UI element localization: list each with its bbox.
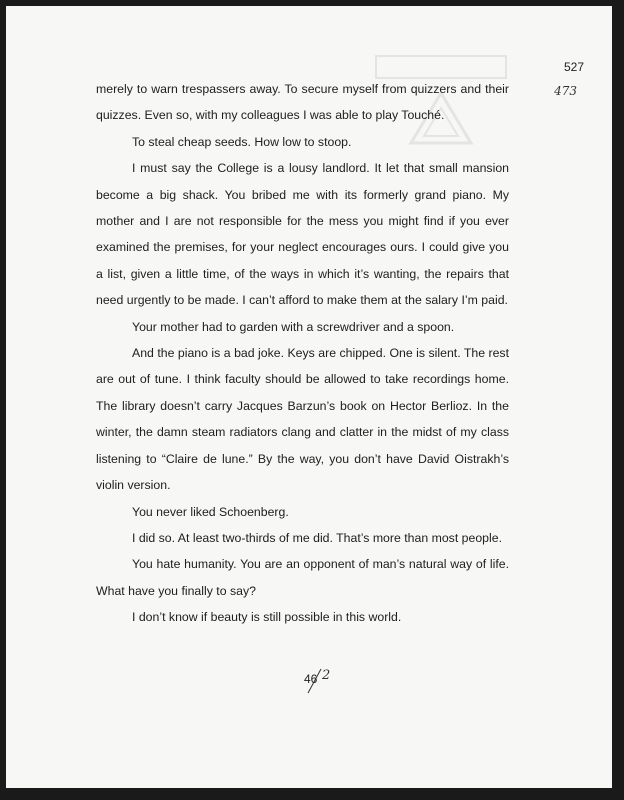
paragraph: You never liked Schoenberg. bbox=[132, 504, 289, 519]
page-number: 527 bbox=[563, 60, 584, 74]
paragraph: Your mother had to garden with a screwdriver and a spoon. bbox=[132, 319, 455, 334]
paragraph: And the piano is a bad joke. Keys are chipped. One is silent. The rest are out of tune. I think faculty should be allowed to take recordings home. The library doesn’t carry Jacques Barzun’s book on Hector Berlioz. In the winter, the damn steam radiators clang and clatter in the midst of my class listening to “Claire de lune.” By the way, you don’t have David Oistrakh’s violin version. bbox=[96, 346, 509, 493]
body-text bbox=[96, 76, 509, 631]
paragraph: You hate humanity. You are an opponent of man’s natural way of life. What have you finally to say? bbox=[96, 557, 509, 598]
footer-page-number bbox=[304, 668, 331, 686]
paragraph: merely to warn trespassers away. To secure myself from quizzers and their quizzes. Even so, with my colleagues I was able to play Touché. bbox=[96, 82, 509, 123]
paragraph: To steal cheap seeds. How low to stoop. bbox=[132, 134, 352, 149]
paragraph: I must say the College is a lousy landlord. It let that small mansion become a big shack. You bribed me with its formerly grand piano. My mother and I are not responsible for the mess you might find if you ever examined the premises, for your neglect encourages ours. I could give you a list, given a little time, of the ways in which it’s wanting, the repairs that need urgently to be made. I can’t afford to make them at the salary I’m paid. bbox=[96, 161, 509, 308]
paragraph: I don’t know if beauty is still possible in this world. bbox=[132, 610, 402, 625]
strike-through-mark bbox=[305, 668, 323, 694]
handwritten-page-number: 473 bbox=[554, 84, 577, 98]
footer-number: 46 bbox=[304, 672, 318, 686]
manuscript-page bbox=[6, 6, 612, 788]
handwritten-correction: 2 bbox=[322, 668, 331, 683]
paragraph: I did so. At least two-thirds of me did. That’s more than most people. bbox=[132, 530, 503, 545]
